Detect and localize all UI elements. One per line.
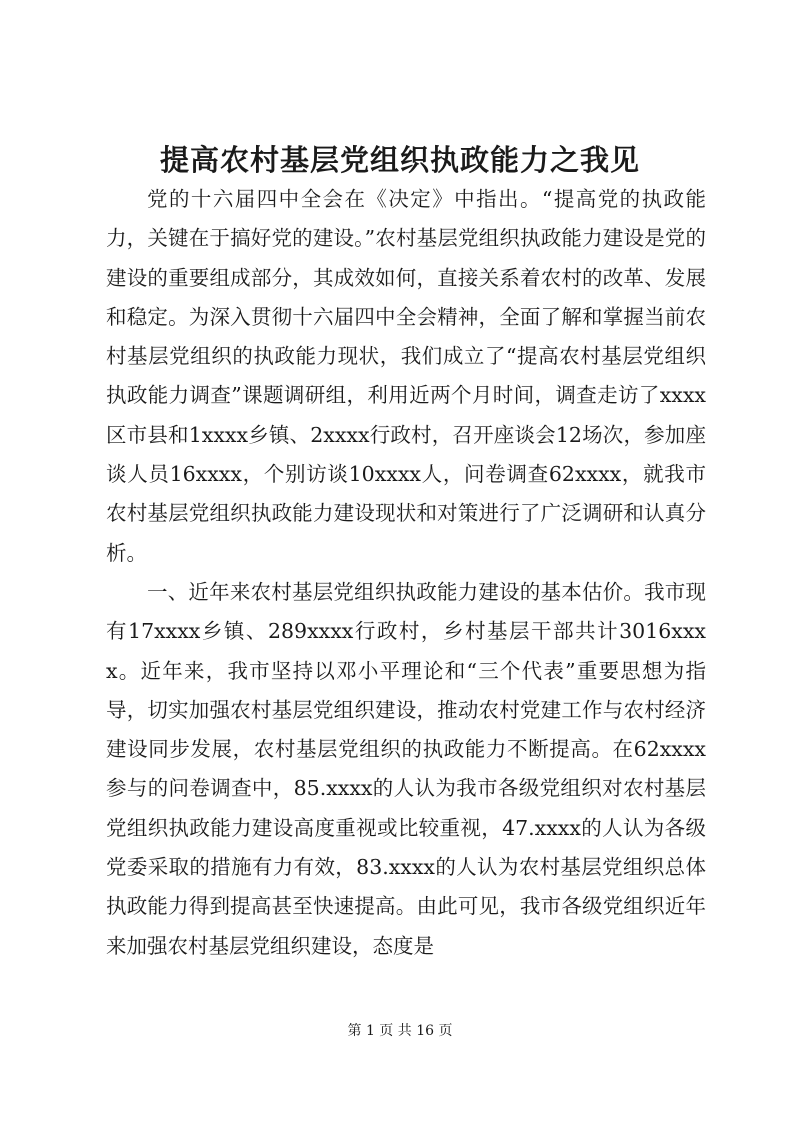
paragraph-2: 一、近年来农村基层党组织执政能力建设的基本估价。我市现有17xxxx乡镇、289xxxx行政村，乡村基层干部共计3016xxxx。近年来，我市坚持以邓小平理论和“三个代表”重要思想为指导，切实加强农村基层党组织建设，推动农村党建工作与农村经济建设同步发展，农村基层党组织的执政能力不断提高。在62xxxx参与的问卷调查中，85.xxxx的人认为我市各级党组织对农村基层党组织执政能力建设高度重视或比较重视，47.xxxx的人认为各级党委采取的措施有力有效，83.xxxx的人认为农村基层党组织总体执政能力得到提高甚至快速提高。由此可见，我市各级党组织近年来加强农村基层党组织建设，态度是 [106,579,706,958]
paragraph-1: 党的十六届四中全会在《决定》中指出。“提高党的执政能力，关键在于搞好党的建设。”农村基层党组织执政能力建设是党的建设的重要组成部分，其成效如何，直接关系着农村的改革、发展和稳定。为深入贯彻十六届四中全会精神，全面了解和掌握当前农村基层党组织的执政能力现状，我们成立了“提高农村基层党组织执政能力调查”课题调研组，利用近两个月时间，调查走访了xxxx区市县和1xxxx乡镇、2xxxx行政村，召开座谈会12场次，参加座谈人员16xxxx，个别访谈10xxxx人，问卷调查62xxxx，就我市农村基层党组织执政能力建设现状和对策进行了广泛调研和认真分析。 [106,187,706,565]
document-title: 提高农村基层党组织执政能力之我见 [159,143,640,177]
page-footer: 第 1 页 共 16 页 [347,1023,453,1039]
document-body [106,180,706,966]
